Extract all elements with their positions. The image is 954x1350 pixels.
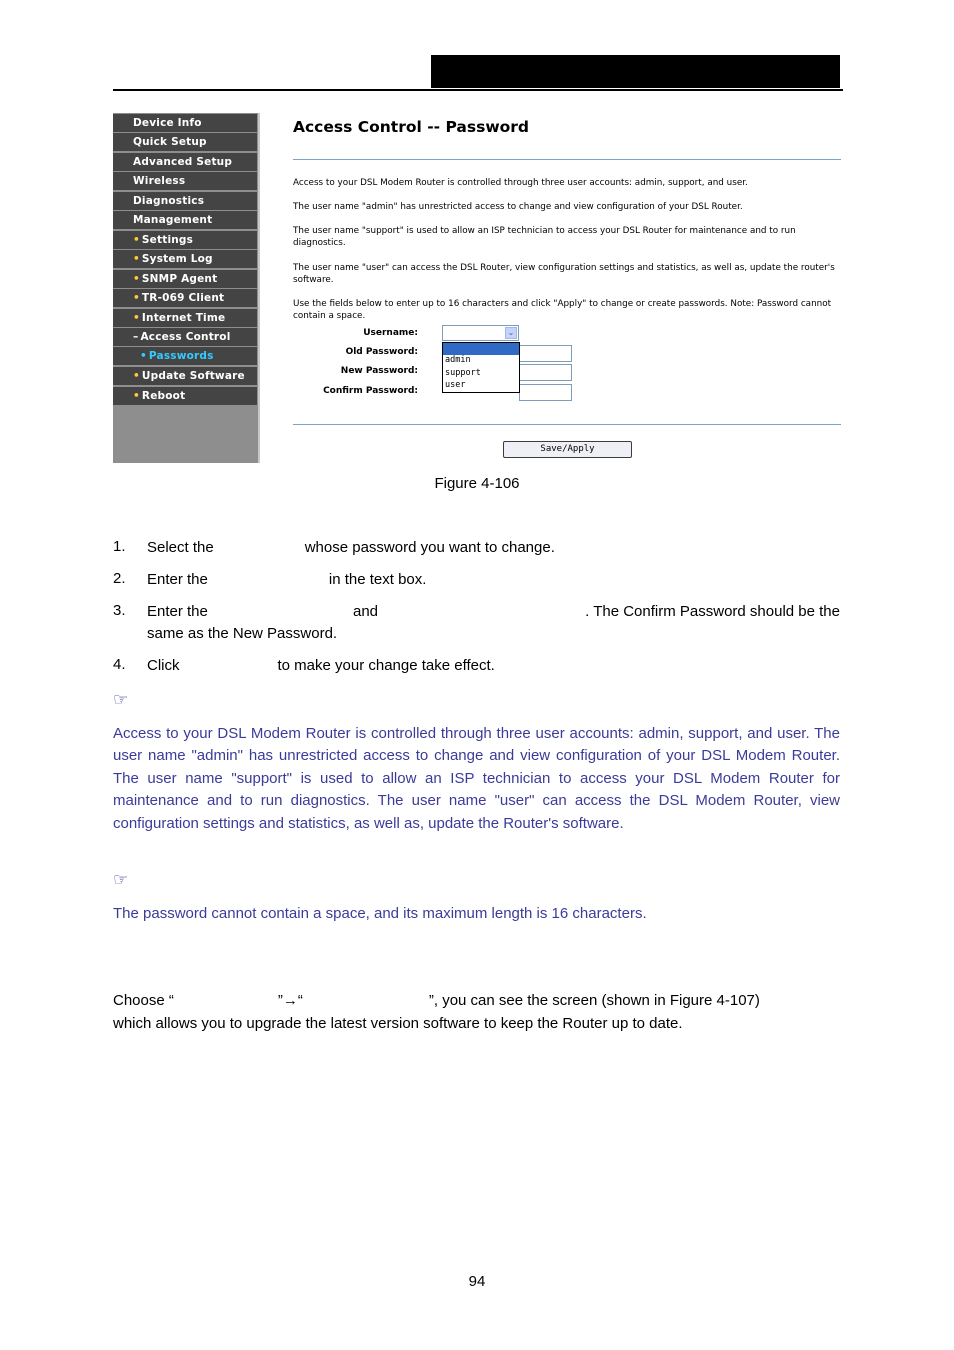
sidebar-item-internet-time[interactable]: • Internet Time	[113, 309, 257, 327]
panel-title: Access Control -- Password	[293, 118, 530, 136]
step-number: 4.	[113, 656, 126, 673]
desc-support: The user name "support" is used to allow an ISP technician to access your DSL Router for maintenance and to run diagnostics.	[293, 226, 796, 248]
confirm-password-input[interactable]	[519, 384, 572, 401]
confirm-password-label: Confirm Password:	[323, 386, 418, 396]
panel-top-rule	[293, 159, 841, 160]
step-text: Enter the in the text box.	[147, 571, 427, 588]
step-number: 3.	[113, 602, 126, 619]
desc-admin: The user name "admin" has unrestricted access to change and view configuration of your DSL Router.	[293, 202, 743, 212]
arrow-right-icon: →	[282, 992, 298, 1009]
sidebar-item-settings[interactable]: • Settings	[113, 231, 257, 249]
username-dropdown[interactable]	[442, 342, 520, 393]
sidebar-item-wireless[interactable]: Wireless	[113, 172, 257, 190]
dropdown-highlight	[443, 343, 519, 355]
option-support[interactable]: support	[445, 368, 481, 378]
step-text-continued: same as the New Password.	[147, 625, 338, 642]
sidebar-separator	[258, 113, 260, 463]
username-select[interactable]	[442, 325, 519, 341]
sidebar-item-diagnostics[interactable]: Diagnostics	[113, 192, 257, 210]
sidebar-item-quick-setup[interactable]: Quick Setup	[113, 133, 257, 151]
sidebar-item-management[interactable]: Management	[113, 211, 257, 229]
save-apply-button[interactable]: Save/Apply	[503, 441, 632, 458]
header-bar	[431, 55, 840, 88]
option-admin[interactable]: admin	[445, 355, 471, 365]
new-password-label: New Password:	[340, 366, 418, 376]
desc-user: The user name "user" can access the DSL Router, view configuration settings and statistics, as well as, update the router's software.	[293, 263, 835, 285]
desc-instructions: Use the fields below to enter up to 16 characters and click "Apply" to change or create passwords. Note: Password cannot contain a space.	[293, 299, 832, 321]
page-number: 94	[468, 1273, 486, 1290]
desc-accounts: Access to your DSL Modem Router is controlled through three user accounts: admin, support, and user.	[293, 178, 748, 188]
panel-bottom-rule	[293, 424, 841, 425]
choose-paragraph: Choose “ ”→“ ”, you can see the screen (shown in Figure 4-107) which allows you to upgrade the latest version software to keep the Router up to date.	[113, 992, 760, 1032]
content-panel	[293, 113, 841, 463]
sidebar-item-tr069-client[interactable]: • TR-069 Client	[113, 289, 257, 307]
chevron-down-icon[interactable]: ⌄	[505, 327, 517, 339]
sidebar-item-passwords[interactable]: • Passwords	[113, 347, 257, 365]
router-screenshot	[113, 113, 841, 463]
sidebar-item-update-software[interactable]: • Update Software	[113, 367, 257, 385]
step-text: Select the whose password you want to change.	[147, 539, 555, 556]
pointing-hand-icon: ☞	[113, 690, 129, 710]
step-text: Enter the and . The Confirm Password should be the	[147, 603, 840, 620]
option-user[interactable]: user	[445, 380, 466, 390]
pointing-hand-icon: ☞	[113, 870, 129, 890]
sidebar-item-reboot[interactable]: • Reboot	[113, 387, 257, 405]
sidebar-item-advanced-setup[interactable]: Advanced Setup	[113, 153, 257, 171]
sidebar-item-access-control[interactable]: – Access Control	[113, 328, 257, 346]
old-password-label: Old Password:	[345, 347, 418, 357]
note-password: The password cannot contain a space, and its maximum length is 16 characters.	[113, 905, 647, 922]
sidebar-item-device-info[interactable]: Device Info	[113, 114, 257, 132]
sidebar-item-snmp-agent[interactable]: • SNMP Agent	[113, 270, 257, 288]
old-password-input[interactable]	[519, 345, 572, 362]
step-number: 1.	[113, 538, 126, 555]
header-rule	[113, 89, 843, 91]
note-accounts: Access to your DSL Modem Router is controlled through three user accounts: admin, support, and user. The user name "admin" has unrestricted access to change and view configuration of your DSL Modem Router. The user name "support" is used to allow an ISP technician to access your DSL Modem Router for maintenance and to run diagnostics. The user name "user" can access the DSL Modem Router, view configuration settings and statistics, as well as, update the Router's software.	[113, 725, 840, 832]
username-label: Username:	[363, 328, 418, 338]
step-text: Click to make your change take effect.	[147, 657, 495, 674]
sidebar-item-system-log[interactable]: • System Log	[113, 250, 257, 268]
sidebar	[113, 113, 258, 463]
figure-caption: Figure 4-106	[434, 475, 520, 492]
step-number: 2.	[113, 570, 126, 587]
new-password-input[interactable]	[519, 364, 572, 381]
